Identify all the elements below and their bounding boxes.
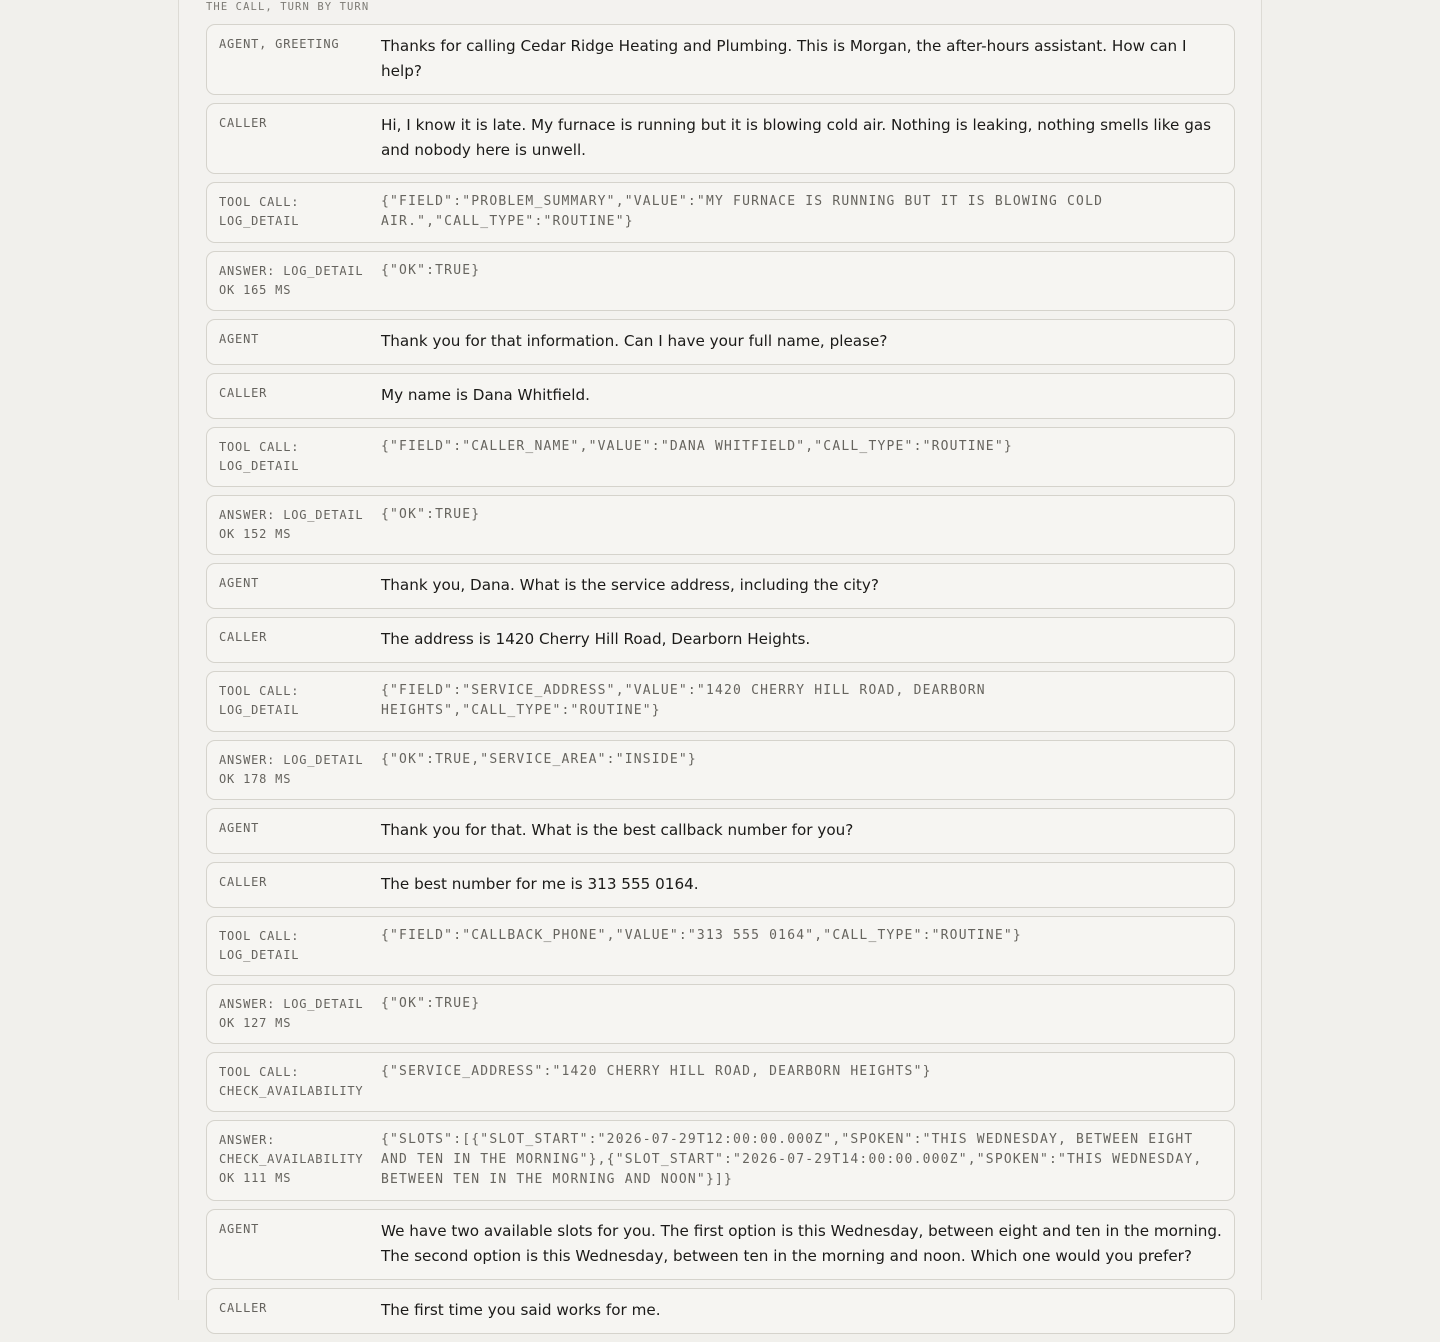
- turn-role-label: AGENT, GREETING: [219, 37, 340, 51]
- speech-turn-row: [206, 862, 1235, 908]
- turn-role-label: TOOL CALL: LOG_DETAIL: [219, 684, 300, 717]
- speech-turn-row: [206, 103, 1235, 174]
- turn-text: Hi, I know it is late. My furnace is running but it is blowing cold air. Nothing is leaking, nothing smells like gas and nobody here is unwell.: [381, 116, 1212, 159]
- turn-role-label: ANSWER: LOG_DETAIL OK 152 MS: [219, 508, 364, 541]
- tool-turn-row: [206, 427, 1235, 487]
- turn-role-label: CALLER: [219, 1301, 268, 1315]
- tool-payload: {"FIELD":"CALLER_NAME","VALUE":"DANA WHITFIELD","CALL_TYPE":"ROUTINE"}: [381, 439, 1013, 454]
- tool-payload: {"FIELD":"CALLBACK_PHONE","VALUE":"313 555 0164","CALL_TYPE":"ROUTINE"}: [381, 928, 1022, 943]
- transcript-panel: [178, 0, 1262, 1319]
- speech-turn-row: [206, 1288, 1235, 1334]
- turn-role-label: AGENT: [219, 332, 260, 346]
- turn-text: The best number for me is 313 555 0164.: [381, 875, 699, 893]
- turn-text: Thank you for that. What is the best callback number for you?: [381, 821, 854, 839]
- turn-role-label: ANSWER: LOG_DETAIL OK 178 MS: [219, 753, 364, 786]
- tool-payload: {"SLOTS":[{"SLOT_START":"2026-07-29T12:00:00.000Z","SPOKEN":"THIS WEDNESDAY, BETWEEN EIGHT AND TEN IN THE MORNING"},{"SLOT_START":"2026-07-29T14:00:00.000Z","SPOKEN":"THIS WEDNESDAY, BETWEEN TEN IN THE MORNING AND NOON"}]}: [381, 1132, 1203, 1187]
- tool-turn-row: [206, 740, 1235, 800]
- tool-payload: {"OK":TRUE,"SERVICE_AREA":"INSIDE"}: [381, 752, 697, 767]
- tool-payload: {"FIELD":"SERVICE_ADDRESS","VALUE":"1420 CHERRY HILL ROAD, DEARBORN HEIGHTS","CALL_TYPE":"ROUTINE"}: [381, 683, 986, 718]
- turn-text: We have two available slots for you. The first option is this Wednesday, between eight and ten in the morning. The second option is this Wednesday, between ten in the morning and noon. Which one would you prefer?: [381, 1222, 1222, 1265]
- turn-list: [206, 24, 1235, 1342]
- tool-turn-row: [206, 251, 1235, 311]
- turn-role-label: CALLER: [219, 875, 268, 889]
- section-label: THE CALL, TURN BY TURN: [206, 1, 370, 13]
- turn-text: Thank you for that information. Can I have your full name, please?: [381, 332, 888, 350]
- turn-role-label: AGENT: [219, 821, 260, 835]
- turn-role-label: CALLER: [219, 630, 268, 644]
- tool-turn-row: [206, 916, 1235, 976]
- turn-role-label: AGENT: [219, 576, 260, 590]
- turn-text: Thank you, Dana. What is the service address, including the city?: [381, 576, 879, 594]
- tool-payload: {"OK":TRUE}: [381, 263, 481, 278]
- tool-payload: {"SERVICE_ADDRESS":"1420 CHERRY HILL ROAD, DEARBORN HEIGHTS"}: [381, 1064, 932, 1079]
- turn-role-label: TOOL CALL: LOG_DETAIL: [219, 929, 300, 962]
- turn-role-label: AGENT: [219, 1222, 260, 1236]
- tool-turn-row: [206, 984, 1235, 1044]
- turn-role-label: ANSWER: LOG_DETAIL OK 127 MS: [219, 997, 364, 1030]
- turn-role-label: TOOL CALL: LOG_DETAIL: [219, 195, 300, 228]
- turn-role-label: ANSWER: LOG_DETAIL OK 165 MS: [219, 264, 364, 297]
- speech-turn-row: [206, 319, 1235, 365]
- turn-role-label: ANSWER: CHECK_AVAILABILITY OK 111 MS: [219, 1133, 364, 1185]
- turn-text: The first time you said works for me.: [381, 1301, 661, 1319]
- turn-role-label: CALLER: [219, 386, 268, 400]
- turn-role-label: TOOL CALL: CHECK_AVAILABILITY: [219, 1065, 364, 1098]
- turn-role-label: CALLER: [219, 116, 268, 130]
- tool-turn-row: [206, 495, 1235, 555]
- tool-payload: {"FIELD":"PROBLEM_SUMMARY","VALUE":"MY FURNACE IS RUNNING BUT IT IS BLOWING COLD AIR.","CALL_TYPE":"ROUTINE"}: [381, 194, 1104, 229]
- speech-turn-row: [206, 617, 1235, 663]
- turn-role-label: TOOL CALL: LOG_DETAIL: [219, 440, 300, 473]
- tool-payload: {"OK":TRUE}: [381, 996, 481, 1011]
- tool-turn-row: [206, 182, 1235, 243]
- turn-text: My name is Dana Whitfield.: [381, 386, 590, 404]
- tool-turn-row: [206, 1052, 1235, 1112]
- speech-turn-row: [206, 563, 1235, 609]
- speech-turn-row: [206, 1209, 1235, 1280]
- speech-turn-row: [206, 808, 1235, 854]
- tool-payload: {"OK":TRUE}: [381, 507, 481, 522]
- tool-turn-row: [206, 1120, 1235, 1201]
- tool-turn-row: [206, 671, 1235, 732]
- turn-text: Thanks for calling Cedar Ridge Heating and Plumbing. This is Morgan, the after-hours assistant. How can I help?: [381, 37, 1187, 80]
- speech-turn-row: [206, 24, 1235, 95]
- turn-text: The address is 1420 Cherry Hill Road, Dearborn Heights.: [381, 630, 811, 648]
- speech-turn-row: [206, 373, 1235, 419]
